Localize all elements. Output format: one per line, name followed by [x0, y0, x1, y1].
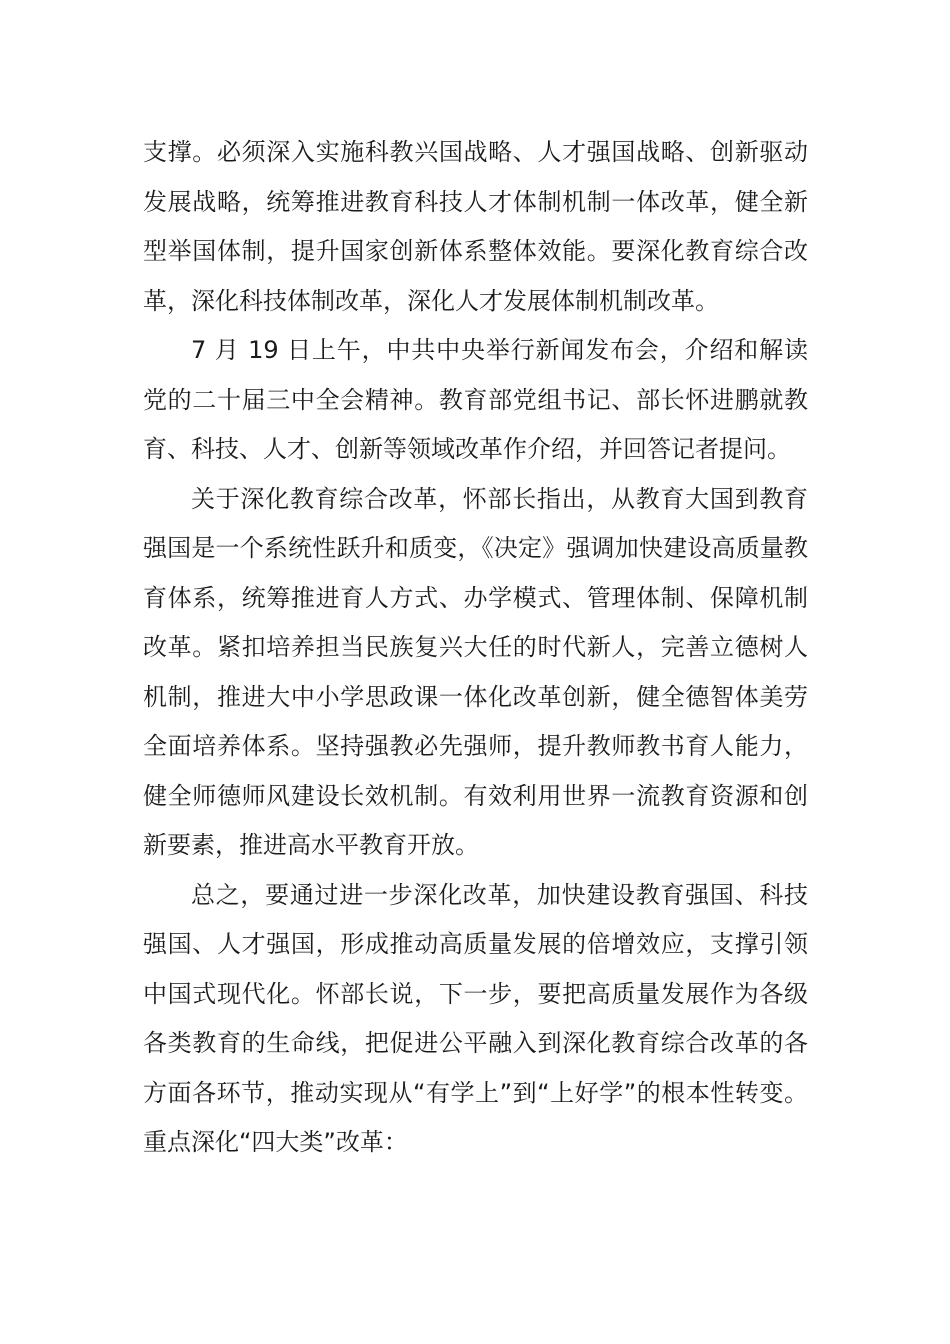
paragraph-1: 支撑。必须深入实施科教兴国战略、人才强国战略、创新驱动发展战略，统筹推进教育科技人才体制机制一体改革，健全新型举国体制，提升国家创新体系整体效能。要深化教育综合改革，深化科技体制改革，深化人才发展体制机制改革。 [143, 138, 808, 315]
paragraph-4: 总之，要通过进一步深化改革，加快建设教育强国、科技强国、人才强国，形成推动高质量发展的倍增效应，支撑引领中国式现代化。怀部长说，下一步，要把高质量发展作为各级各类教育的生命线，把促进公平融入到深化教育综合改革的各方面各环节，推动实现从“有学上”到“上好学”的根本性转变。重点深化“四大类”改革： [143, 880, 808, 1156]
paragraph-2: 7 月 19 日上午，中共中央举行新闻发布会，介绍和解读党的二十届三中全会精神。教育部党组书记、部长怀进鹏就教育、科技、人才、创新等领域改革作介绍，并回答记者提问。 [143, 336, 808, 463]
paragraph-3: 关于深化教育综合改革，怀部长指出，从教育大国到教育强国是一个系统性跃升和质变，《决定》强调加快建设高质量教育体系，统筹推进育人方式、办学模式、管理体制、保障机制改革。紧扣培养担当民族复兴大任的时代新人，完善立德树人机制，推进大中小学思政课一体化改革创新，健全德智体美劳全面培养体系。坚持强教必先强师，提升教师教书育人能力，健全师德师风建设长效机制。有效利用世界一流教育资源和创新要素，推进高水平教育开放。 [143, 484, 808, 859]
document-body [143, 128, 808, 1168]
